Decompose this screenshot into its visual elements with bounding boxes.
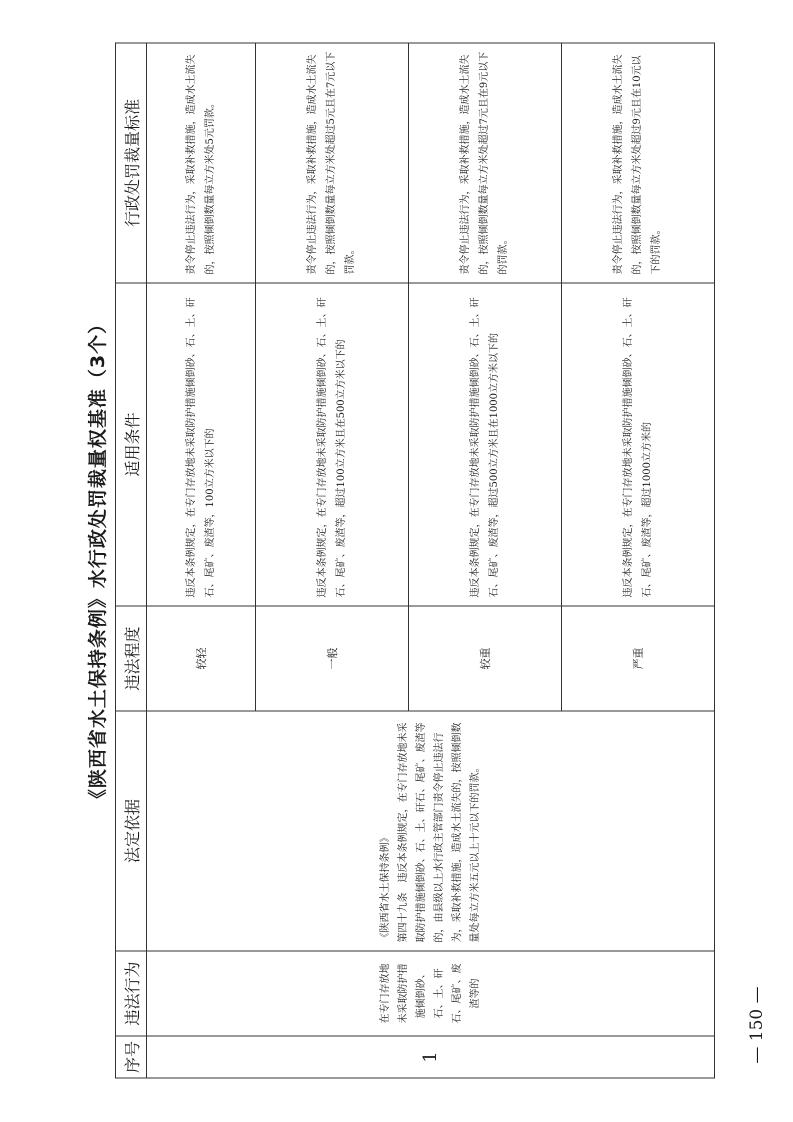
page-title: 《陕西省水土保持条例》水行政处罚裁量权基准（3个） (86, 313, 108, 809)
condition-cell: 违反本条例规定，在专门存放地未采取防护措施倾倒砂、石、土、矸石、尾矿、废渣等，超过500立方米且在1000立方米以下的 (408, 283, 561, 606)
header-seq: 序号 (115, 1036, 146, 1078)
standard-cell: 责令停止违法行为，采取补救措施，造成水土流失的，按照倾倒数量每立方米处超过5元且在7元以下罚款。 (255, 43, 408, 283)
violation-act-cell: 在专门存放地未采取防护措施倾倒砂、石、土、矸石、尾矿、废渣等的 (146, 951, 714, 1036)
standard-cell: 责令停止违法行为，采取补救措施，造成水土流失的，按照倾倒数量每立方米处5元罚款。 (146, 43, 255, 283)
header-standard: 行政处罚裁量标准 (115, 43, 146, 283)
standard-cell: 责令停止违法行为，采取补救措施，造成水土流失的，按照倾倒数量每立方米处超过9元且在10元以下的罚款。 (561, 43, 714, 283)
seq-cell: 1 (146, 1036, 714, 1078)
degree-cell: 较重 (408, 606, 561, 711)
standard-cell: 责令停止违法行为，采取补救措施，造成水土流失的，按照倾倒数量每立方米处超过7元且在9元以下的罚款。 (408, 43, 561, 283)
table-header-row (115, 43, 146, 1078)
condition-cell: 违反本条例规定，在专门存放地未采取防护措施倾倒砂、石、土、矸石、尾矿、废渣等，超过100立方米且在500立方米以下的 (255, 283, 408, 606)
law-article-text: 第四十九条 违反本条例规定，在专门存放地未采取防护措施倾倒砂、石、土、矸石、尾矿、废渣等的，由县级以上水行政主管部门责令停止违法行为，采取补救措施，造成水土流失的，按照倾倒数量处每立方米五元以上十元以下的罚款。 (397, 722, 480, 943)
header-act: 违法行为 (115, 951, 146, 1036)
degree-cell: 一般 (255, 606, 408, 711)
condition-cell: 违反本条例规定，在专门存放地未采取防护措施倾倒砂、石、土、矸石、尾矿、废渣等，100立方米以下的 (146, 283, 255, 606)
page-number: — 150 — (747, 986, 767, 1064)
legal-basis-cell (146, 711, 714, 951)
header-basis: 法定依据 (115, 711, 146, 951)
header-condition: 适用条件 (115, 283, 146, 606)
degree-cell: 严重 (561, 606, 714, 711)
rotated-page (77, 44, 717, 1079)
condition-cell: 违反本条例规定，在专门存放地未采取防护措施倾倒砂、石、土、矸石、尾矿、废渣等，超过1000立方米的 (561, 283, 714, 606)
law-name: 《陕西省水土保持条例》 (379, 832, 390, 943)
degree-cell: 较轻 (146, 606, 255, 711)
table-row (146, 43, 255, 1078)
header-degree: 违法程度 (115, 606, 146, 711)
penalty-discretion-table (115, 43, 715, 1079)
